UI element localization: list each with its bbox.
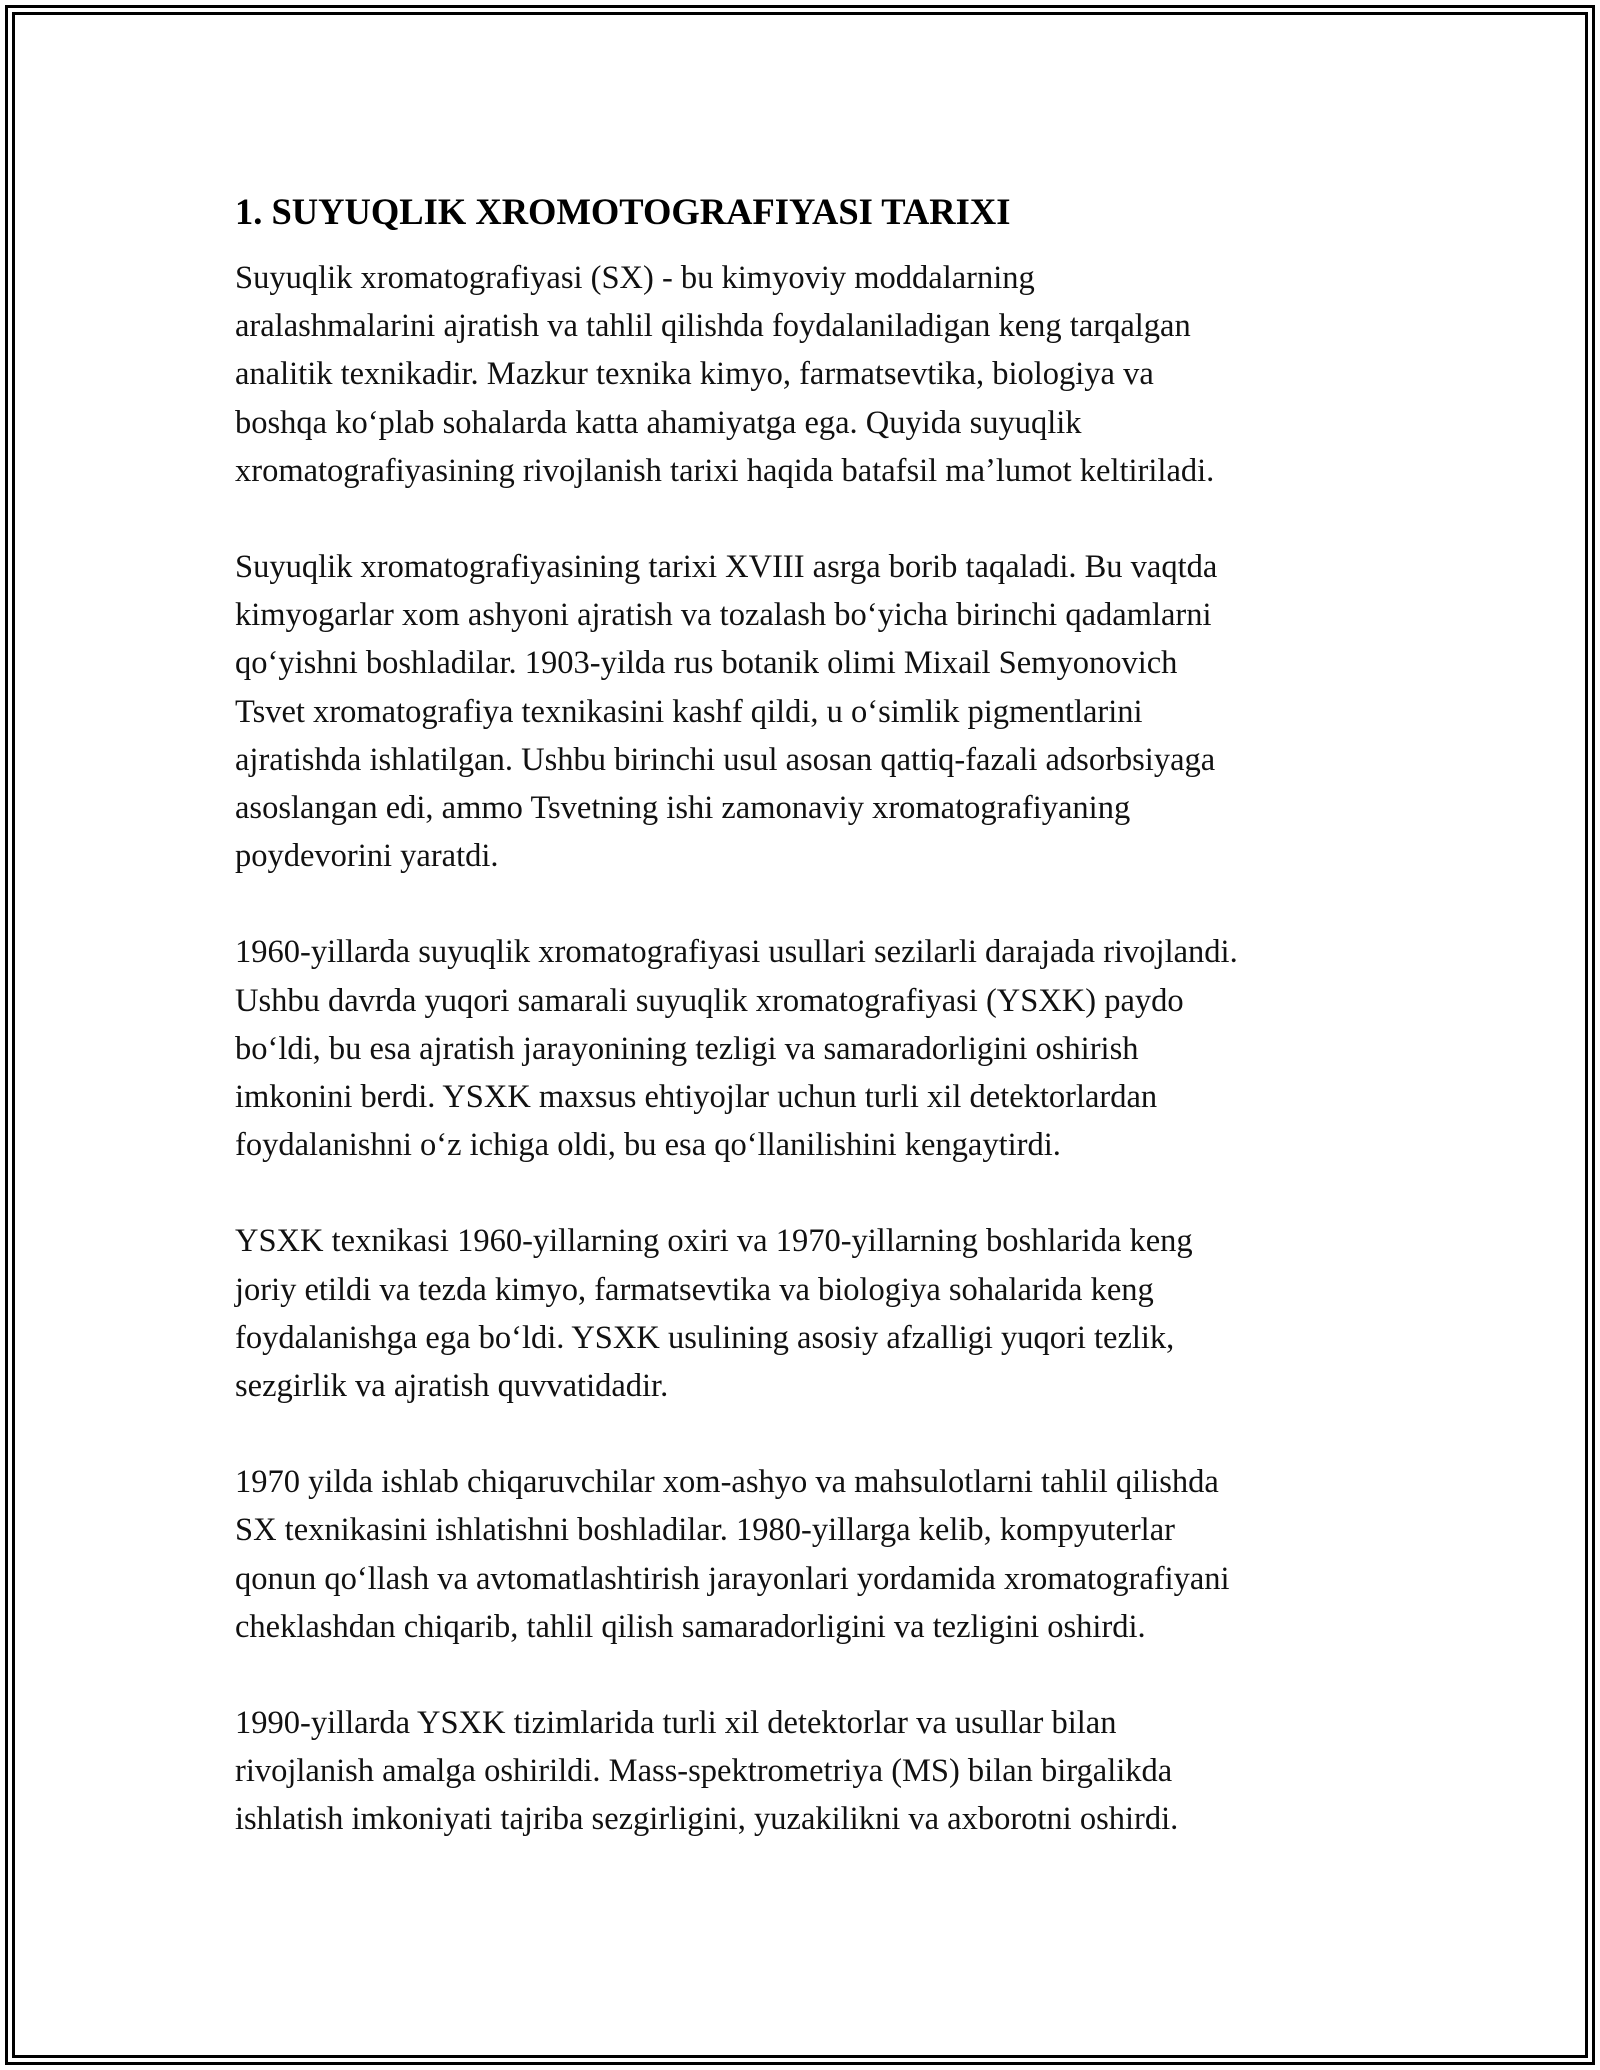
paragraph-ysxk-adoption: YSXK texnikasi 1960-yillarning oxiri va 1970-yillarning boshlarida keng joriy etildi va tezda kimyo, farmatsevtika va biologiya sohalarida keng foydalanishga ega boʻldi. YSXK usulining asosiy afzalligi yuqori tezlik, sezgirlik va ajratish quvvatidadir. <box>235 1223 1193 1405</box>
page-title: 1. SUYUQLIK XROMOTOGRAFIYASI TARIXI <box>235 191 1011 232</box>
paragraph-origins: Suyuqlik xromatografiyasining tarixi XVIII asrga borib taqaladi. Bu vaqtda kimyogarlar xom ashyoni ajratish va tozalash boʻyicha birinchi qadamlarni qoʻyishni boshladilar. 1903-yilda rus botanik olimi Mixail Semyonovich Tsvet xromatografiya texnikasini kashf qildi, u oʻsimlik pigmentlarini ajratishda ishlatilgan. Ushbu birinchi usul asosan qattiq-fazali adsorbsiyaga asoslangan edi, ammo Tsvetning ishi zamonaviy xromatografiyaning poydevorini yaratdi. <box>235 549 1218 875</box>
paragraph-1970-1980: 1970 yilda ishlab chiqaruvchilar xom-ashyo va mahsulotlarni tahlil qilishda SX texnikasini ishlatishni boshladilar. 1980-yillarga kelib, kompyuterlar qonun qoʻllash va avtomatlashtirish jarayonlari yordamida xromatografiyani cheklashdan chiqarib, tahlil qilish samaradorligini va tezligini oshirdi. <box>235 1464 1230 1645</box>
paragraph-1960s: 1960-yillarda suyuqlik xromatografiyasi usullari sezilarli darajada rivojlandi. Ushbu davrda yuqori samarali suyuqlik xromatografiyasi (YSXK) paydo boʻldi, bu esa ajratish jarayonining tezligi va samaradorligini oshirish imkonini berdi. YSXK maxsus ehtiyojlar uchun turli xil detektorlardan foydalanishni oʻz ichiga oldi, bu esa qoʻllanilishini kengaytirdi. <box>235 934 1238 1164</box>
paragraph-intro: Suyuqlik xromatografiyasi (SX) - bu kimyoviy moddalarning aralashmalarini ajratish va tahlil qilishda foydalaniladigan keng tarqalgan analitik texnikadir. Mazkur texnika kimyo, farmatsevtika, biologiya va boshqa koʻplab sohalarda katta ahamiyatga ega. Quyida suyuqlik xromatografiyasining rivojlanish tarixi haqida batafsil maʼlumot keltiriladi. <box>235 260 1215 489</box>
document-body <box>235 188 1375 1892</box>
paragraph-1990s: 1990-yillarda YSXK tizimlarida turli xil detektorlar va usullar bilan rivojlanish amalga oshirildi. Mass-spektrometriya (MS) bilan birgalikda ishlatish imkoniyati tajriba sezgirligini, yuzakilikni va axborotni oshirdi. <box>235 1705 1179 1838</box>
